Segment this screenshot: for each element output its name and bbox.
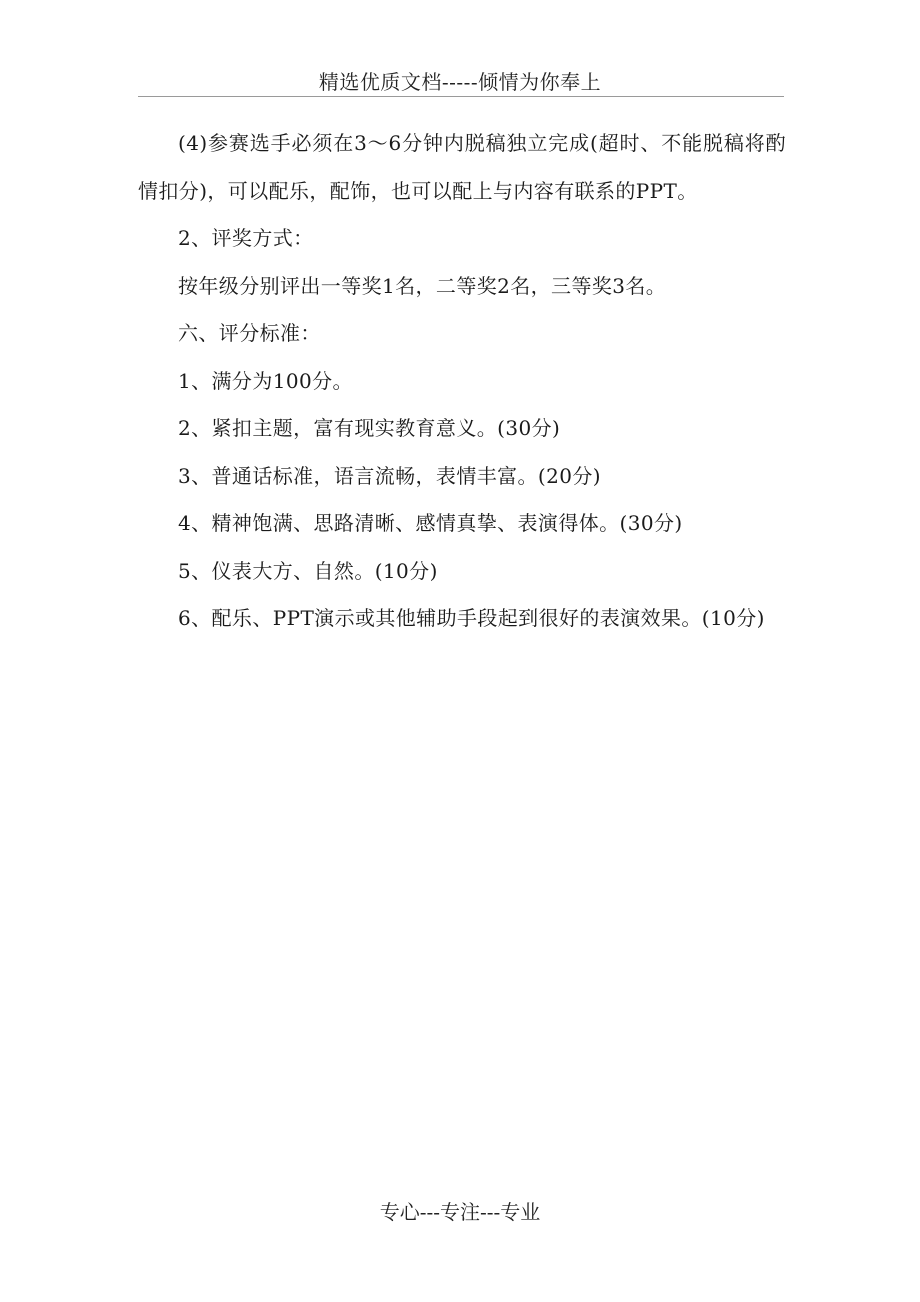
- paragraph-contest-rule-4: (4)参赛选手必须在3～6分钟内脱稿独立完成(超时、不能脱稿将酌情扣分)，可以配乐，配饰，也可以配上与内容有联系的PPT。: [138, 131, 786, 203]
- paragraph-scoring-item-5: 5、仪表大方、自然。(10分): [178, 558, 438, 583]
- document-body: [138, 120, 786, 643]
- paragraph-award-method-heading: 2、评奖方式：: [178, 226, 314, 250]
- paragraph-scoring-item-6: 6、配乐、PPT演示或其他辅助手段起到很好的表演效果。(10分): [178, 606, 765, 630]
- paragraph-scoring-item-3: 3、普通话标准，语言流畅，表情丰富。(20分): [178, 463, 601, 488]
- paragraph-scoring-heading: 六、评分标准：: [178, 321, 321, 345]
- paragraph-scoring-item-4: 4、精神饱满、思路清晰、感情真挚、表演得体。(30分): [178, 511, 683, 535]
- paragraph-scoring-item-2: 2、紧扣主题，富有现实教育意义。(30分): [178, 416, 561, 440]
- paragraph-award-distribution: 按年级分别评出一等奖1名，二等奖2名，三等奖3名。: [178, 273, 667, 298]
- page-header: 精选优质文档-----倾情为你奉上: [318, 70, 602, 94]
- paragraph-scoring-item-1: 1、满分为100分。: [178, 368, 353, 393]
- header-divider: [138, 96, 784, 97]
- page-footer: 专心---专注---专业: [379, 1200, 541, 1224]
